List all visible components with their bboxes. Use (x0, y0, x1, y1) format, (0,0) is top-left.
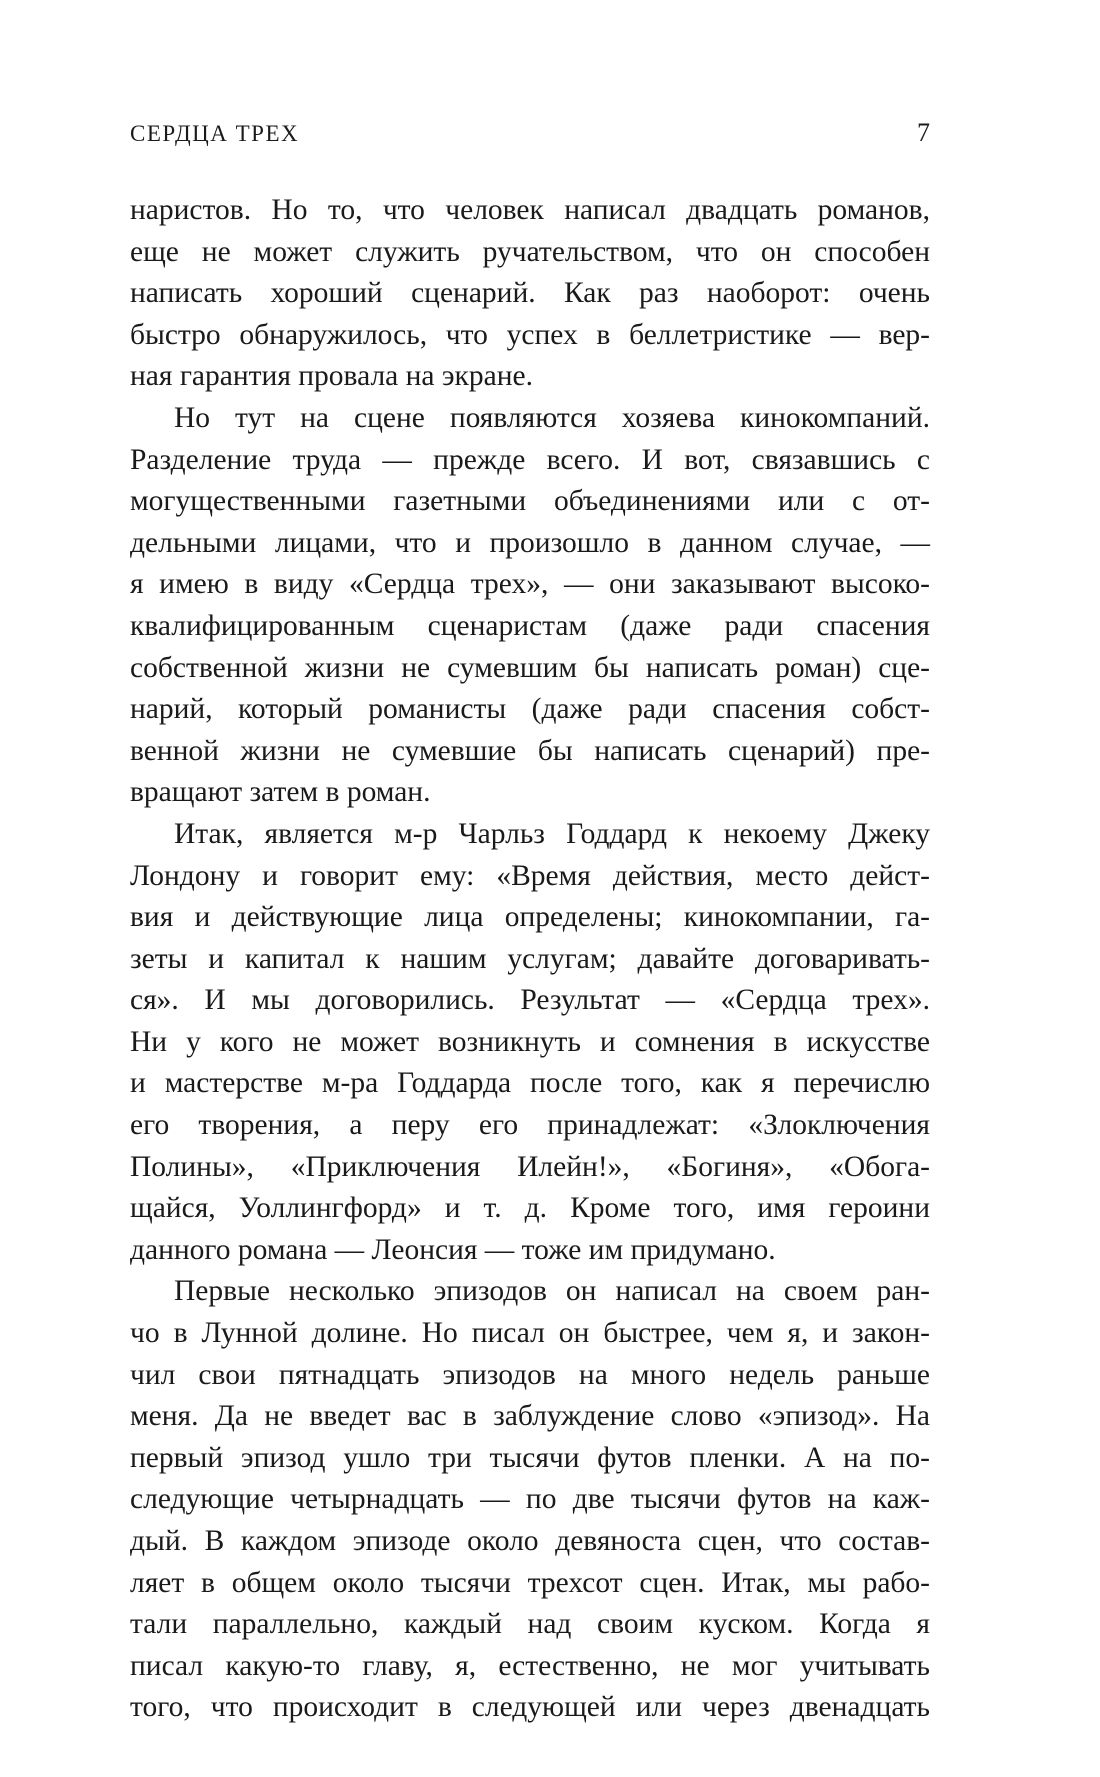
text-line: быстро обнаружилось, что успех в беллетристике — вер- (130, 318, 930, 351)
text-line: меня. Да не введет вас в заблуждение слово «эпизод». На (130, 1400, 930, 1433)
text-line: щайся, Уоллингфорд» и т. д. Кроме того, имя героини (130, 1192, 930, 1225)
text-line: могущественными газетными объединениями или с от- (130, 485, 930, 518)
text-line: того, что происходит в следующей или через двенадцать (130, 1691, 930, 1724)
text-line: чо в Лунной долине. Но писал он быстрее, чем я, и закон- (130, 1317, 930, 1350)
text-line: Первые несколько эпизодов он написал на своем ран- (174, 1275, 930, 1308)
body-text (130, 190, 930, 1729)
text-line: Лондону и говорит ему: «Время действия, место дейст- (130, 859, 930, 892)
text-line: дый. В каждом эпизоде около девяноста сцен, что состав- (130, 1525, 930, 1557)
text-line: ляет в общем около тысячи трехсот сцен. Итак, мы рабо- (130, 1566, 930, 1599)
text-line: венной жизни не сумевшие бы написать сценарий) пре- (130, 734, 930, 767)
text-line: его творения, а перу его принадлежат: «Злоключения (130, 1109, 930, 1142)
text-line: наристов. Но то, что человек написал двадцать романов, (130, 194, 930, 226)
running-head (130, 118, 930, 158)
text-line: Но тут на сцене появляются хозяева кинокомпаний. (174, 401, 930, 434)
text-line: нарий, который романисты (даже ради спасения собст- (130, 693, 930, 726)
text-line: Разделение труда — прежде всего. И вот, связавшись с (130, 443, 930, 476)
running-title: СЕРДЦА ТРЕХ (130, 121, 300, 146)
text-line: написать хороший сценарий. Как раз наоборот: очень (130, 277, 930, 310)
text-line: писал какую-то главу, я, естественно, не мог учитывать (130, 1649, 930, 1682)
text-line: вия и действующие лица определены; кинокомпании, га- (130, 901, 930, 934)
book-page (130, 118, 930, 1729)
text-line: собственной жизни не сумевшим бы написать роман) сце- (130, 651, 930, 684)
text-line: тали параллельно, каждый над своим куском. Когда я (130, 1608, 930, 1641)
text-line: дельными лицами, что и произошло в данном случае, — (130, 526, 930, 559)
text-line: вращают затем в роман. (130, 776, 431, 809)
text-line: чил свои пятнадцать эпизодов на много недель раньше (130, 1358, 930, 1391)
text-line: ная гарантия провала на экране. (130, 360, 533, 393)
page-number: 7 (917, 118, 930, 147)
text-line: квалифицированным сценаристам (даже ради спасения (130, 609, 930, 642)
paragraph (130, 1271, 930, 1729)
text-line: первый эпизод ушло три тысячи футов пленки. А на по- (130, 1441, 930, 1474)
text-line: Ни у кого не может возникнуть и сомнения в искусстве (130, 1025, 930, 1058)
text-line: ся». И мы договорились. Результат — «Сердца трех». (130, 984, 930, 1017)
paragraph (130, 814, 930, 1272)
paragraph (130, 190, 930, 398)
text-line: Итак, является м-р Чарльз Годдард к некоему Джеку (174, 817, 930, 850)
text-line: еще не может служить ручательством, что он способен (130, 235, 930, 268)
text-line: Полины», «Приключения Илейн!», «Богиня», «Обога- (130, 1150, 930, 1183)
paragraph (130, 398, 930, 814)
text-line: следующие четырнадцать — по две тысячи футов на каж- (130, 1483, 930, 1516)
text-line: данного романа — Леонсия — тоже им придумано. (130, 1233, 776, 1266)
text-line: зеты и капитал к нашим услугам; давайте договаривать- (130, 942, 930, 975)
text-line: и мастерстве м-ра Годдарда после того, как я перечислю (130, 1067, 930, 1100)
text-line: я имею в виду «Сердца трех», — они заказывают высоко- (130, 568, 930, 601)
